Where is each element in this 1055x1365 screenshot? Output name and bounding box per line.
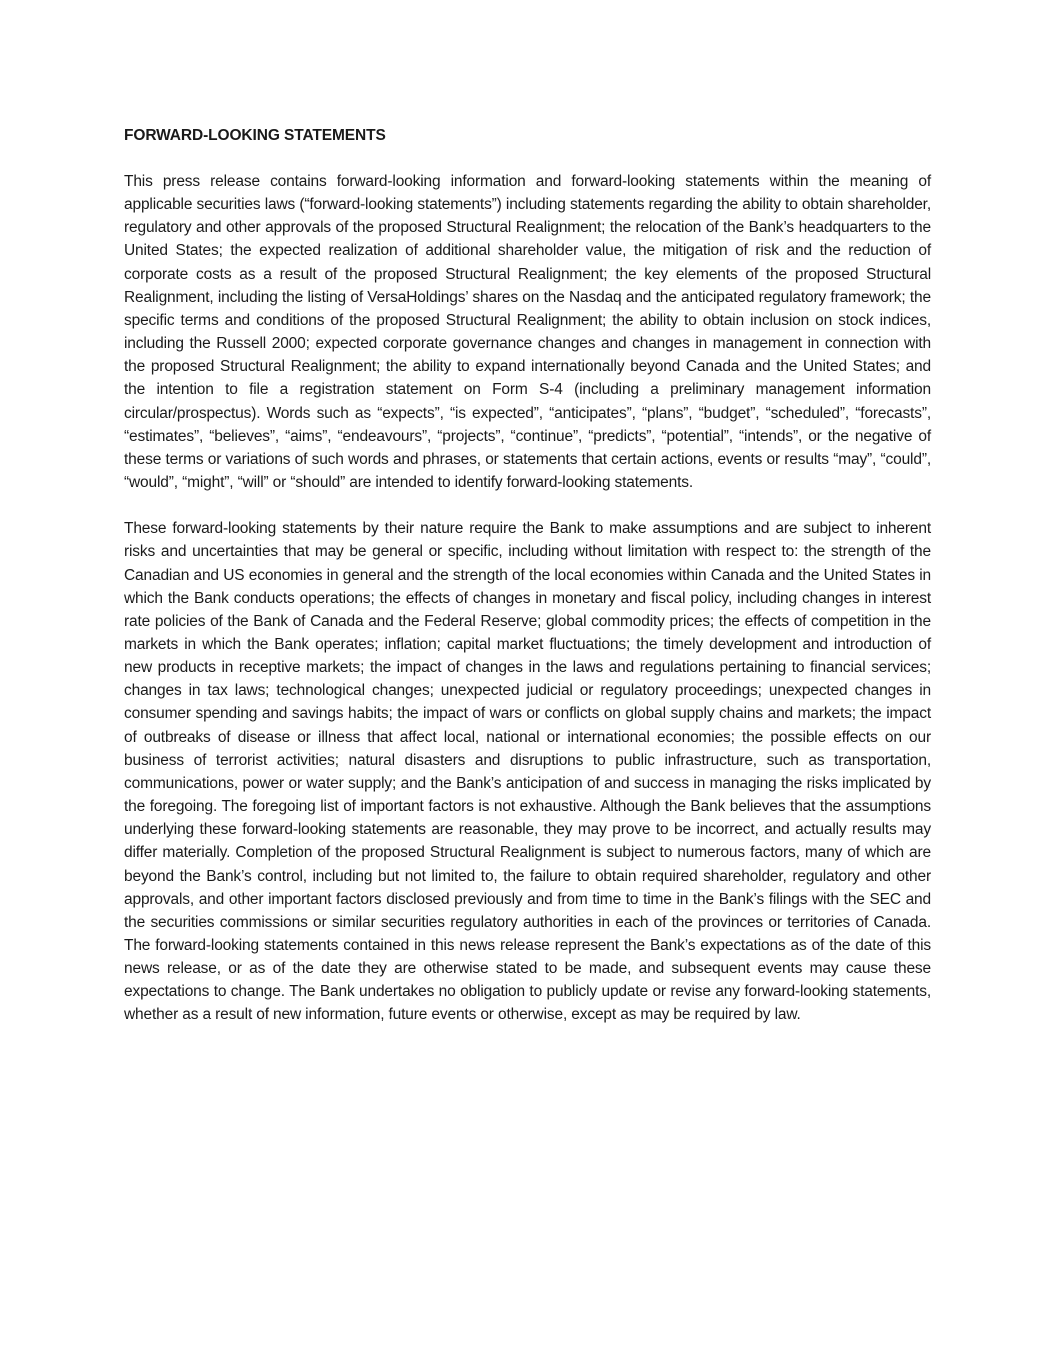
document-page [124, 124, 931, 1050]
paragraph-forward-looking-definition: This press release contains forward-looking information and forward-looking statements within the meaning of applicable securities laws (“forward-looking statements”) including statements regarding the ability to obtain shareholder, regulatory and other approvals of the proposed Structural Realignment; the relocation of the Bank’s headquarters to the United States; the expected realization of additional shareholder value, the mitigation of risk and the reduction of corporate costs as a result of the proposed Structural Realignment; the key elements of the proposed Structural Realignment, including the listing of VersaHoldings’ shares on the Nasdaq and the anticipated regulatory framework; the specific terms and conditions of the proposed Structural Realignment; the ability to obtain inclusion on stock indices, including the Russell 2000; expected corporate governance changes and changes in management in connection with the proposed Structural Realignment; the ability to expand internationally beyond Canada and the United States; and the intention to file a registration statement on Form S-4 (including a preliminary management information circular/prospectus). Words such as “expects”, “is expected”, “anticipates”, “plans”, “budget”, “scheduled”, “forecasts”, “estimates”, “believes”, “aims”, “endeavours”, “projects”, “continue”, “predicts”, “potential”, “intends”, or the negative of these terms or variations of such words and phrases, or statements that certain actions, events or results “may”, “could”, “would”, “might”, “will” or “should” are intended to identify forward-looking statements. [124, 173, 931, 492]
section-heading: FORWARD-LOOKING STATEMENTS [124, 127, 386, 144]
paragraph-risks-and-uncertainties: These forward-looking statements by their nature require the Bank to make assumptions and are subject to inherent risks and uncertainties that may be general or specific, including without limitation with respect to: the strength of the Canadian and US economies in general and the strength of the local economies within Canada and the United States in which the Bank conducts operations; the effects of changes in monetary and fiscal policy, including changes in interest rate policies of the Bank of Canada and the Federal Reserve; global commodity prices; the effects of competition in the markets in which the Bank operates; inflation; capital market fluctuations; the timely development and introduction of new products in receptive markets; the impact of changes in the laws and regulations pertaining to financial services; changes in tax laws; technological changes; unexpected judicial or regulatory proceedings; unexpected changes in consumer spending and savings habits; the impact of wars or conflicts on global supply chains and markets; the impact of outbreaks of disease or illness that affect local, national or international economies; the possible effects on our business of terrorist activities; natural disasters and disruptions to public infrastructure, such as transportation, communications, power or water supply; and the Bank’s anticipation of and success in managing the risks implicated by the foregoing. The foregoing list of important factors is not exhaustive. Although the Bank believes that the assumptions underlying these forward-looking statements are reasonable, they may prove to be incorrect, and actually results may differ materially. Completion of the proposed Structural Realignment is subject to numerous factors, many of which are beyond the Bank’s control, including but not limited to, the failure to obtain required shareholder, regulatory and other approvals, and other important factors disclosed previously and from time to time in the Bank’s filings with the SEC and the securities commissions or similar securities regulatory authorities in each of the provinces or territories of Canada. The forward-looking statements contained in this news release represent the Bank’s expectations as of the date of this news release, or as of the date they are otherwise stated to be made, and subsequent events may cause these expectations to change. The Bank undertakes no obligation to publicly update or revise any forward-looking statements, whether as a result of new information, future events or otherwise, except as may be required by law. [124, 520, 931, 1024]
